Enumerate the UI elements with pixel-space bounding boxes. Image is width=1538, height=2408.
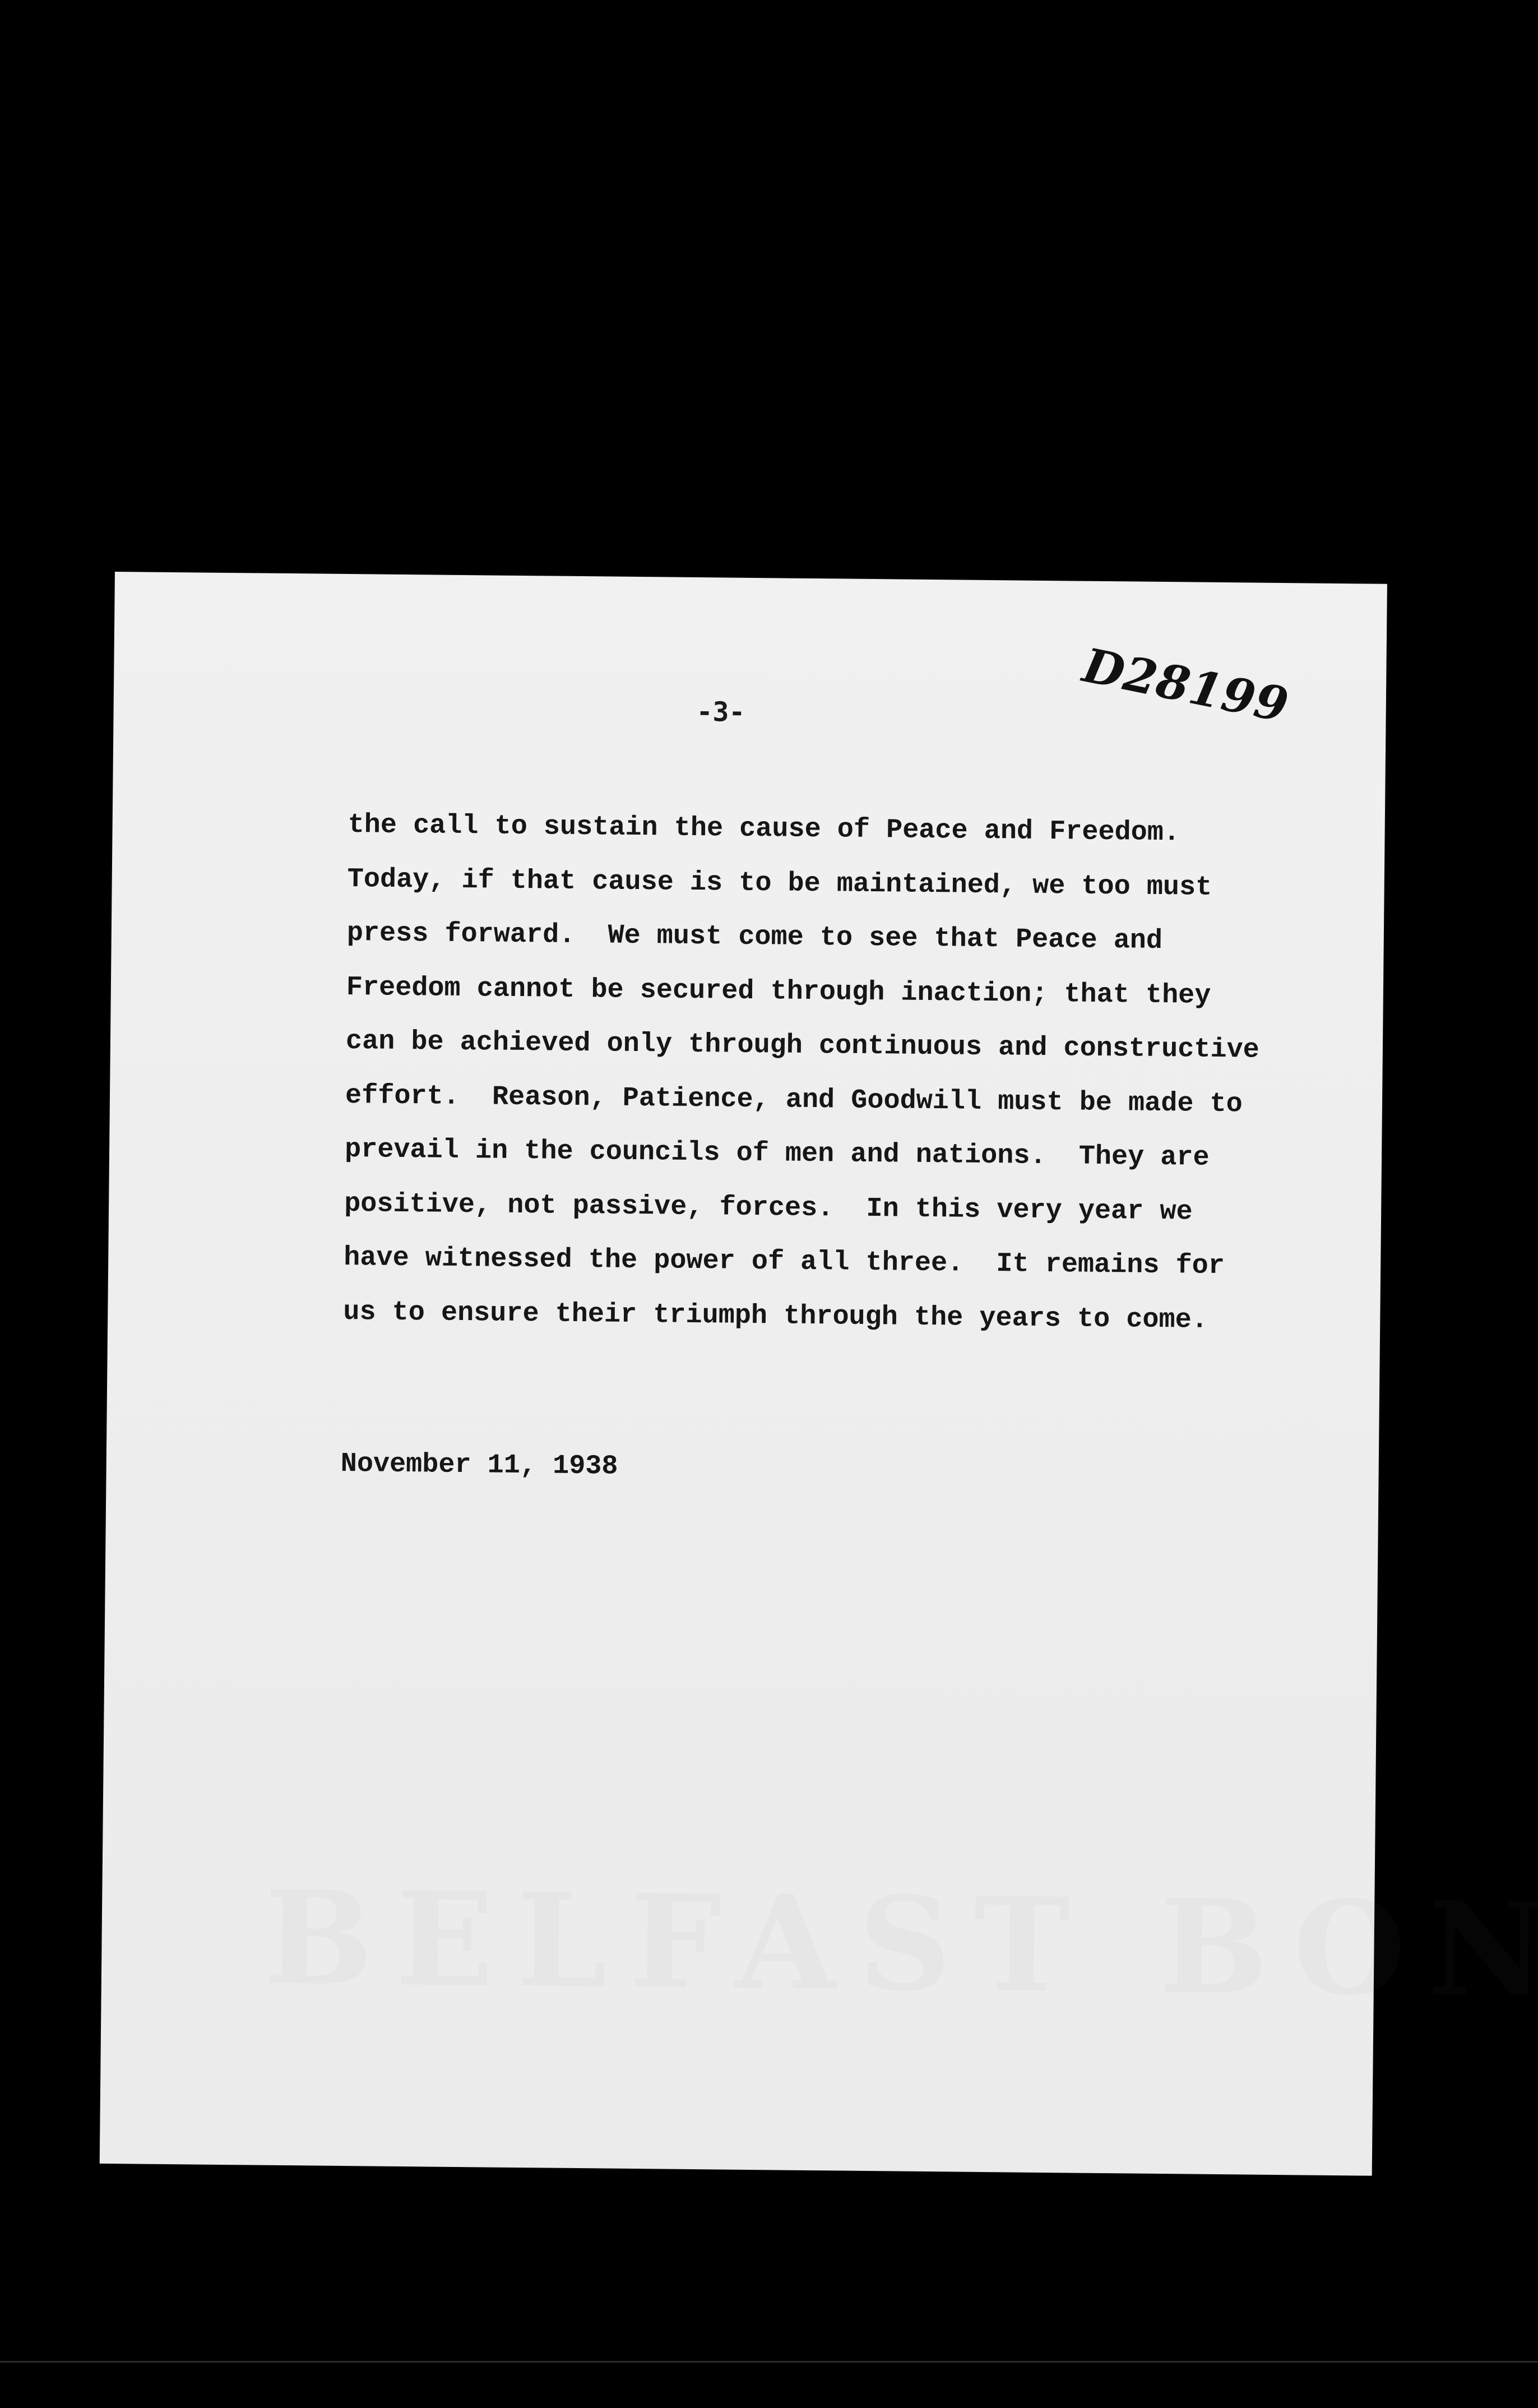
body-text (343, 798, 1312, 1348)
body-line: press forward. We must come to see that Peace and (346, 918, 1163, 956)
body-line: the call to sustain the cause of Peace and Freedom. (348, 809, 1180, 849)
body-line: can be achieved only through continuous and constructive (345, 1025, 1260, 1066)
body-line: Today, if that cause is to be maintained, we too must (347, 863, 1212, 903)
document-date: November 11, 1938 (340, 1448, 618, 1482)
page-number: -3- (696, 696, 745, 728)
film-edge-line (0, 2361, 1538, 2363)
archive-stamp: D28199 (1078, 637, 1294, 733)
body-line: prevail in the councils of men and nations. They are (344, 1133, 1210, 1173)
body-line: have witnessed the power of all three. It remains for (344, 1242, 1225, 1282)
paper-watermark (263, 1863, 1218, 2023)
document-page (100, 572, 1387, 2176)
body-line: positive, not passive, forces. In this very year we (344, 1188, 1193, 1228)
body-line: Freedom cannot be secured through inaction; that they (346, 971, 1211, 1011)
body-line: us to ensure their triumph through the years to come. (343, 1296, 1208, 1336)
body-line: effort. Reason, Patience, and Goodwill must be made to (345, 1080, 1243, 1119)
